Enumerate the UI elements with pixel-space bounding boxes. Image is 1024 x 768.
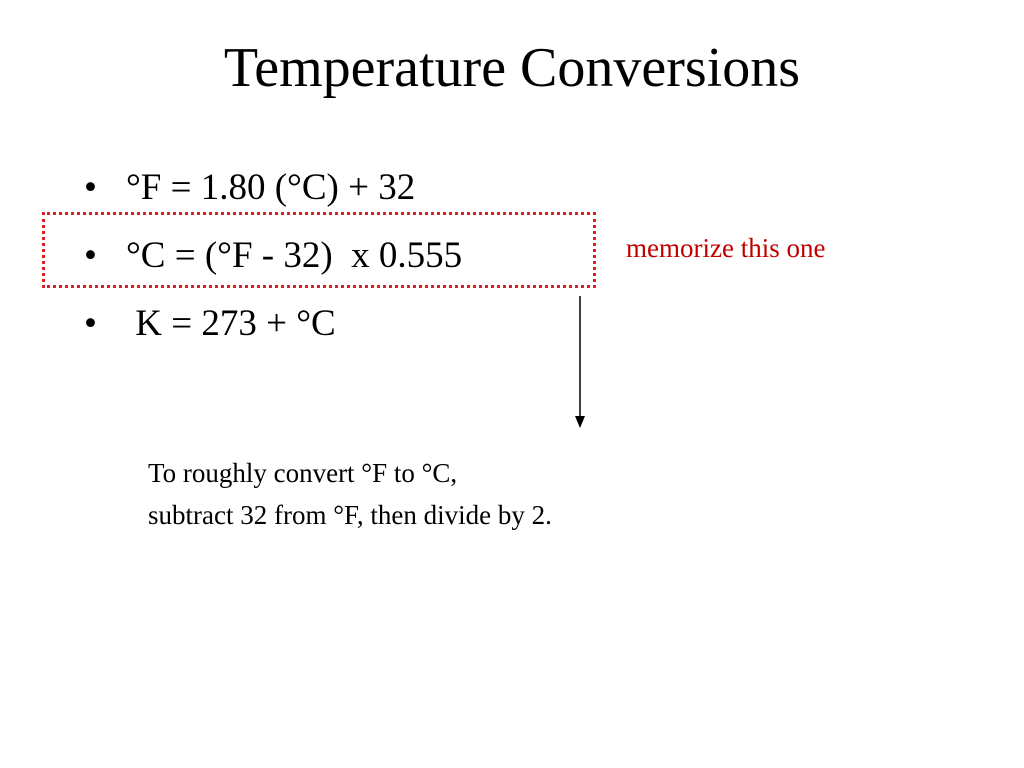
slide-title: Temperature Conversions [223,37,801,99]
down-arrow-icon [560,296,600,432]
tip-line-1: To roughly convert °F to °C, [148,458,458,488]
bullet-icon: • [84,235,97,276]
bullet-icon: • [84,167,97,208]
formula-kelvin [84,298,462,366]
formula-text: K = 273 + °C [126,303,336,344]
rough-conversion-tip [148,452,552,536]
memorize-note: memorize this one [626,233,826,263]
highlight-box [42,212,596,288]
formula-text: °F = 1.80 (°C) + 32 [126,167,416,208]
formula-text: °C = (°F - 32) x 0.555 [126,235,463,276]
bullet-icon: • [84,303,97,344]
tip-line-2: subtract 32 from °F, then divide by 2. [148,500,552,530]
